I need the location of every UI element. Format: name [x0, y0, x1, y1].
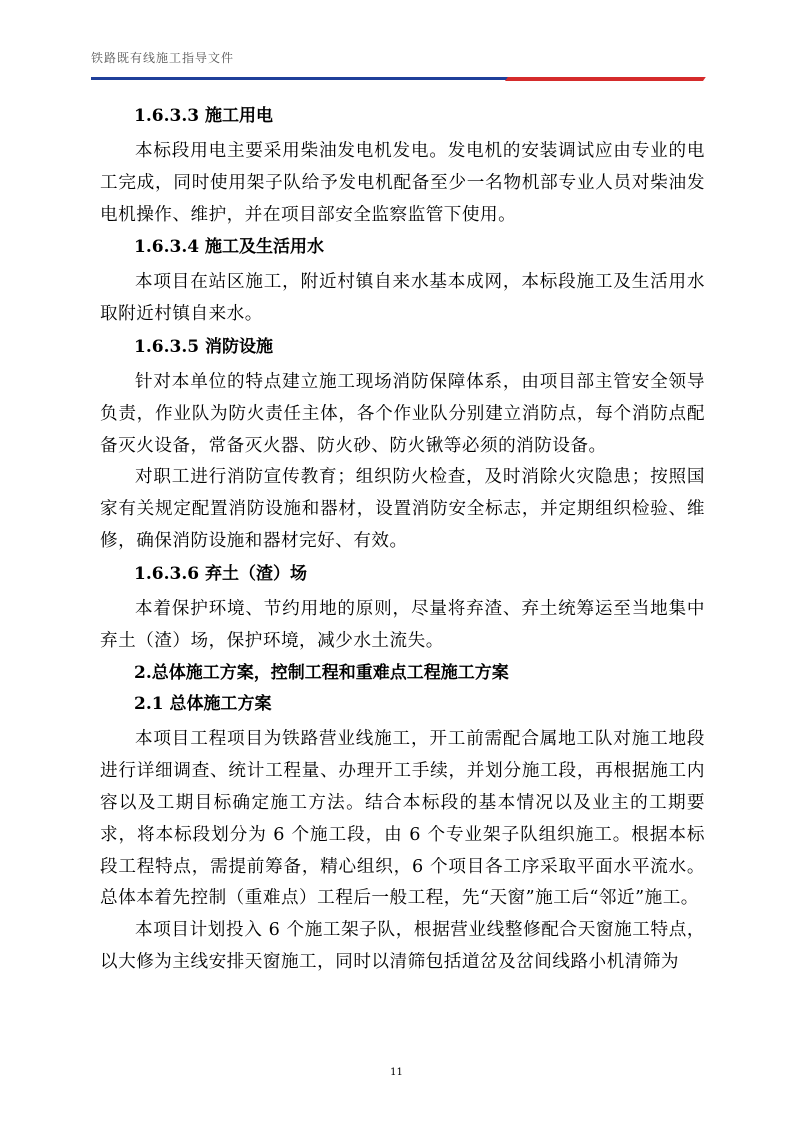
header-rule-blue [91, 77, 511, 80]
section-heading: 2.1 总体施工方案 [134, 694, 272, 715]
header-rule-red [505, 77, 706, 81]
section-heading: 1.6.3.6 弃土（渣）场 [134, 563, 307, 584]
paragraph: 针对本单位的特点建立施工现场消防保障体系，由项目部主管安全领导负责，作业队为防火责任主体，各个作业队分别建立消防点，每个消防点配备灭火设备，常备灭火器、防火砂、防火锹等必须的消防设备。 [100, 371, 705, 456]
paragraph: 本标段用电主要采用柴油发电机发电。发电机的安装调试应由专业的电工完成，同时使用架子队给予发电机配备至少一名物机部专业人员对柴油发电机操作、维护，并在项目部安全监察监管下使用。 [100, 141, 705, 225]
chapter-heading: 2.总体施工方案，控制工程和重难点工程施工方案 [134, 663, 509, 684]
paragraph: 本项目在站区施工，附近村镇自来水基本成网，本标段施工及生活用水取附近村镇自来水。 [100, 272, 705, 325]
section-heading: 1.6.3.3 施工用电 [134, 106, 273, 126]
header-title: 铁路既有线施工指导文件 [91, 51, 235, 65]
section-heading: 1.6.3.5 消防设施 [134, 336, 273, 357]
section-heading: 1.6.3.4 施工及生活用水 [134, 237, 324, 258]
paragraph: 本项目工程项目为铁路营业线施工，开工前需配合属地工队对施工地段进行详细调查、统计工程量、办理开工手续，并划分施工段，再根据施工内容以及工期目标确定施工方法。结合本标段的基本情况以及业主的工期要求，将本标段划分为 6 个施工段，由 6 个专业架子队组织施工。根据本标段工程特点，需提前筹备，精心组织，6 个项目各工序采取平面水平流水。总体本着先控制（重难点）工程后一般工程，先“天窗”施工后“邻近”施工。 [100, 729, 705, 909]
paragraph: 对职工进行消防宣传教育；组织防火检查，及时消除火灾隐患；按照国家有关规定配置消防设施和器材，设置消防安全标志，并定期组织检验、维修，确保消防设施和器材完好、有效。 [100, 467, 705, 551]
document-body [100, 100, 705, 979]
paragraph: 本项目计划投入 6 个施工架子队，根据营业线整修配合天窗施工特点，以大修为主线安排天窗施工，同时以清筛包括道岔及岔间线路小机清筛为 [100, 920, 705, 972]
paragraph: 本着保护环境、节约用地的原则，尽量将弃渣、弃土统筹运至当地集中弃土（渣）场，保护环境，减少水土流失。 [100, 598, 705, 651]
page-number: 11 [390, 1067, 403, 1078]
